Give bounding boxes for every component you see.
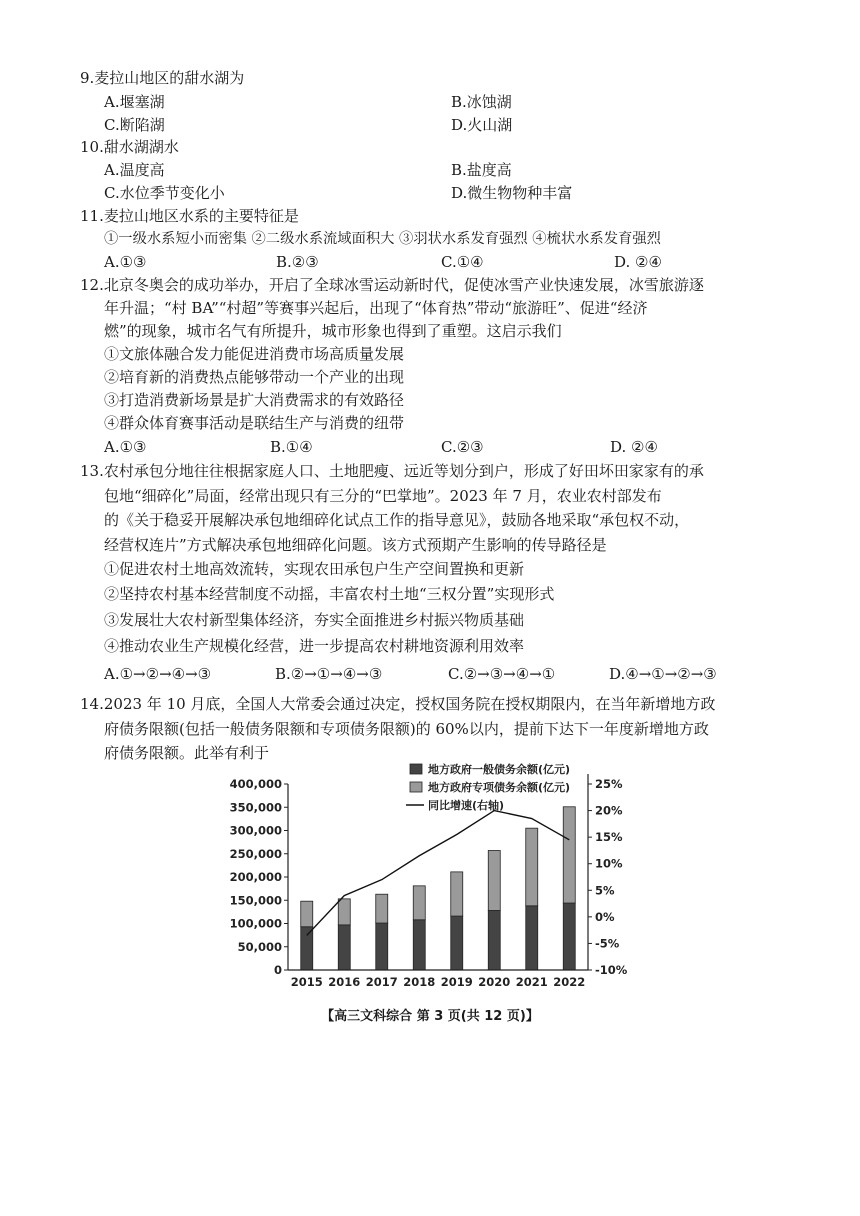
x-tick-label: 2019 (440, 975, 473, 989)
bar-general-debt (301, 927, 313, 970)
q10-option-b: B.盐度高 (451, 161, 512, 179)
bar-special-debt (563, 807, 575, 903)
y-right-tick-label: 20% (595, 803, 623, 818)
q11-option-c: C.①④ (441, 253, 484, 271)
q13-stem-line: 13.农村承包分地往往根据家庭人口、土地肥瘦、远近等划分到户，形成了好田坏田家家有的承 (80, 462, 704, 480)
q13-item: ④推动农业生产规模化经营，进一步提高农村耕地资源利用效率 (104, 637, 525, 655)
q11-option-b: B.②③ (276, 253, 319, 271)
q10-option-a: A.温度高 (104, 161, 165, 179)
x-tick-label: 2015 (290, 975, 323, 989)
q11-stem: 11.麦拉山地区水系的主要特征是 (80, 207, 299, 225)
y-right-tick-label: 0% (595, 909, 615, 924)
y-left-tick-label: 400,000 (230, 777, 282, 791)
bar-special-debt (338, 899, 350, 925)
x-tick-label: 2017 (365, 975, 398, 989)
q9-option-b: B.冰蚀湖 (451, 93, 512, 111)
q12-item: ③打造消费新场景是扩大消费需求的有效路径 (104, 391, 405, 409)
y-left-tick-label: 300,000 (230, 823, 282, 838)
q9-option-a: A.堰塞湖 (104, 93, 165, 111)
q10-option-c: C.水位季节变化小 (104, 184, 225, 202)
q13-option-b: B.②→①→④→③ (275, 665, 383, 683)
q14-stem-line: 14.2023 年 10 月底，全国人大常委会通过决定，授权国务院在授权期限内，在当年新增地方政 (80, 695, 716, 713)
q13-stem-line: 经营权连片”方式解决承包地细碎化问题。该方式预期产生影响的传导路径是 (104, 536, 607, 554)
legend-label-general: 地方政府一般债务余额(亿元) (428, 763, 571, 776)
q12-stem-line: 燃”的现象，城市名气有所提升，城市形象也得到了重塑。这启示我们 (104, 322, 562, 340)
q11-option-d: D. ②④ (614, 253, 662, 271)
q12-option-d: D. ②④ (610, 438, 658, 456)
bar-special-debt (526, 828, 538, 906)
y-right-tick-label: 15% (595, 830, 623, 845)
bar-general-debt (563, 903, 575, 970)
q13-option-a: A.①→②→④→③ (104, 665, 212, 683)
x-tick-label: 2018 (403, 975, 436, 989)
q12-stem-line: 年升温；“村 BA”“村超”等赛事兴起后，出现了“体育热”带动“旅游旺”、促进“经济 (104, 299, 648, 317)
legend-swatch-special (410, 782, 422, 792)
bar-general-debt (376, 923, 388, 970)
legend-label-special: 地方政府专项债务余额(亿元) (428, 781, 571, 794)
bar-special-debt (376, 894, 388, 923)
q12-option-b: B.①④ (270, 438, 313, 456)
y-left-tick-label: 250,000 (230, 846, 282, 861)
x-tick-label: 2020 (478, 975, 511, 989)
bar-special-debt (301, 901, 313, 927)
q14-stem-line: 府债务限额。此举有利于 (104, 744, 270, 762)
y-right-tick-label: 5% (595, 883, 615, 898)
x-tick-label: 2022 (553, 975, 586, 989)
bar-general-debt (488, 910, 500, 970)
q10-stem: 10.甜水湖湖水 (80, 138, 179, 156)
y-right-tick-label: -5% (595, 936, 620, 951)
q12-stem-line: 12.北京冬奥会的成功举办，开启了全球冰雪运动新时代，促使冰雪产业快速发展，冰雪旅游逐 (80, 276, 704, 294)
q13-item: ②坚持农村基本经营制度不动摇，丰富农村土地“三权分置”实现形式 (104, 585, 555, 603)
y-left-tick-label: 150,000 (230, 893, 282, 908)
q13-stem-line: 的《关于稳妥开展解决承包地细碎化试点工作的指导意见》，鼓励各地采取“承包权不动， (104, 511, 690, 529)
y-left-tick-label: 350,000 (230, 800, 282, 815)
q10-option-d: D.微生物物种丰富 (451, 184, 573, 202)
y-right-tick-label: -10% (595, 963, 628, 977)
y-right-tick-label: 25% (595, 777, 623, 791)
q13-option-c: C.②→③→④→① (448, 665, 556, 683)
bar-special-debt (413, 886, 425, 920)
y-left-tick-label: 50,000 (237, 939, 282, 954)
q13-stem-line: 包地“细碎化”局面，经常出现只有三分的“巴掌地”。2023 年 7 月，农业农村部发布 (104, 487, 662, 505)
q13-option-d: D.④→①→②→③ (609, 665, 717, 683)
y-left-tick-label: 0 (273, 963, 282, 977)
q9-option-c: C.断陷湖 (104, 116, 165, 134)
bar-special-debt (488, 850, 500, 910)
q12-option-c: C.②③ (441, 438, 484, 456)
q12-item: ④群众体育赛事活动是联结生产与消费的纽带 (104, 414, 405, 432)
x-tick-label: 2016 (328, 975, 361, 989)
q13-item: ①促进农村土地高效流转，实现农田承包户生产空间置换和更新 (104, 560, 525, 578)
page-footer: 【高三文科综合 第 3 页(共 12 页)】 (321, 1009, 539, 1024)
y-left-tick-label: 100,000 (230, 916, 282, 931)
q9-stem: 9.麦拉山地区的甜水湖为 (80, 69, 245, 87)
legend-swatch-general (410, 764, 422, 774)
q12-item: ①文旅体融合发力能促进消费市场高质量发展 (104, 345, 405, 363)
q9-option-d: D.火山湖 (451, 116, 513, 134)
q12-item: ②培育新的消费热点能够带动一个产业的出现 (104, 368, 405, 386)
q14-stem-line: 府债务限额(包括一般债务限额和专项债务限额)的 60%以内，提前下达下一年度新增地方政 (104, 720, 709, 738)
bar-general-debt (413, 920, 425, 970)
debt-chart (230, 758, 650, 998)
bar-general-debt (451, 916, 463, 970)
bar-general-debt (338, 925, 350, 970)
legend-label-growth: 同比增速(右轴) (428, 799, 505, 812)
bar-special-debt (451, 872, 463, 916)
y-left-tick-label: 200,000 (230, 870, 282, 884)
bar-general-debt (526, 906, 538, 970)
x-tick-label: 2021 (515, 975, 548, 989)
y-right-tick-label: 10% (595, 856, 623, 871)
q11-option-a: A.①③ (104, 253, 147, 271)
q13-item: ③发展壮大农村新型集体经济，夯实全面推进乡村振兴物质基础 (104, 611, 525, 629)
q11-items: ①一级水系短小而密集 ②二级水系流域面积大 ③羽状水系发育强烈 ④梳状水系发育强烈 (104, 231, 661, 247)
q12-option-a: A.①③ (104, 438, 147, 456)
